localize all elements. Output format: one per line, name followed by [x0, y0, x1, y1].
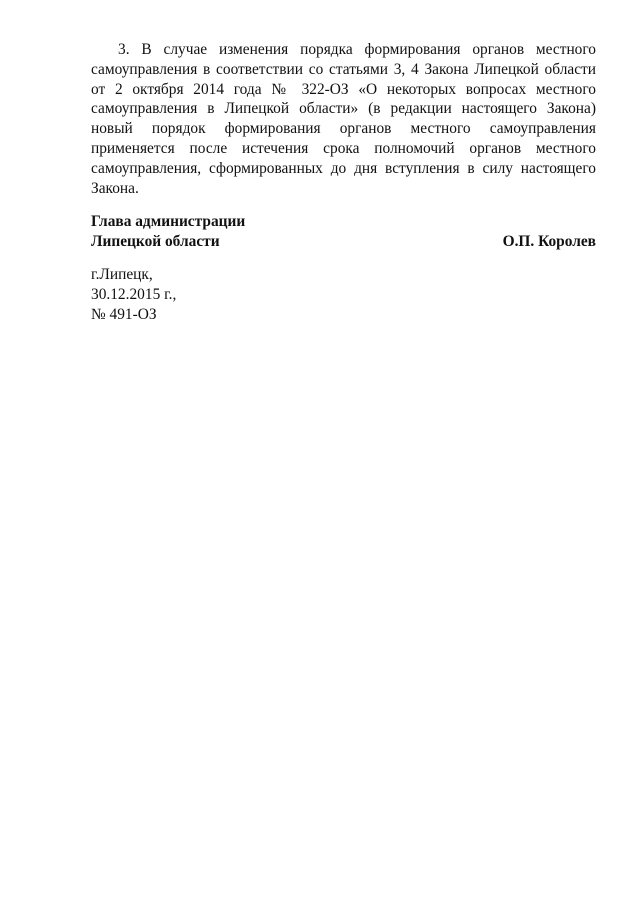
footer-law-number: № 491-ОЗ — [91, 305, 157, 323]
paragraph-3: 3. В случае изменения порядка формирования органов местного самоуправления в соответствии со статьями 3, 4 Закона Липецкой области от 2 октября 2014 года № 322-ОЗ «О некоторых вопросах местного самоуправления в Липецкой области» (в редакции настоящего Закона) новый порядок формирования органов местного самоуправления применяется после истечения срока полномочий органов местного самоуправления, сформированных до дня вступления в силу настоящего Закона. — [91, 41, 596, 197]
signature-title-line-1: Глава администрации — [91, 213, 246, 230]
footer-date: 30.12.2015 г., — [91, 285, 177, 303]
signature-title — [91, 212, 245, 252]
footer-place: г.Липецк, — [91, 266, 153, 283]
document-footer — [91, 265, 176, 324]
signatory-name: О.П. Королев — [502, 233, 596, 250]
signature-title-line-2: Липецкой области — [91, 232, 220, 250]
